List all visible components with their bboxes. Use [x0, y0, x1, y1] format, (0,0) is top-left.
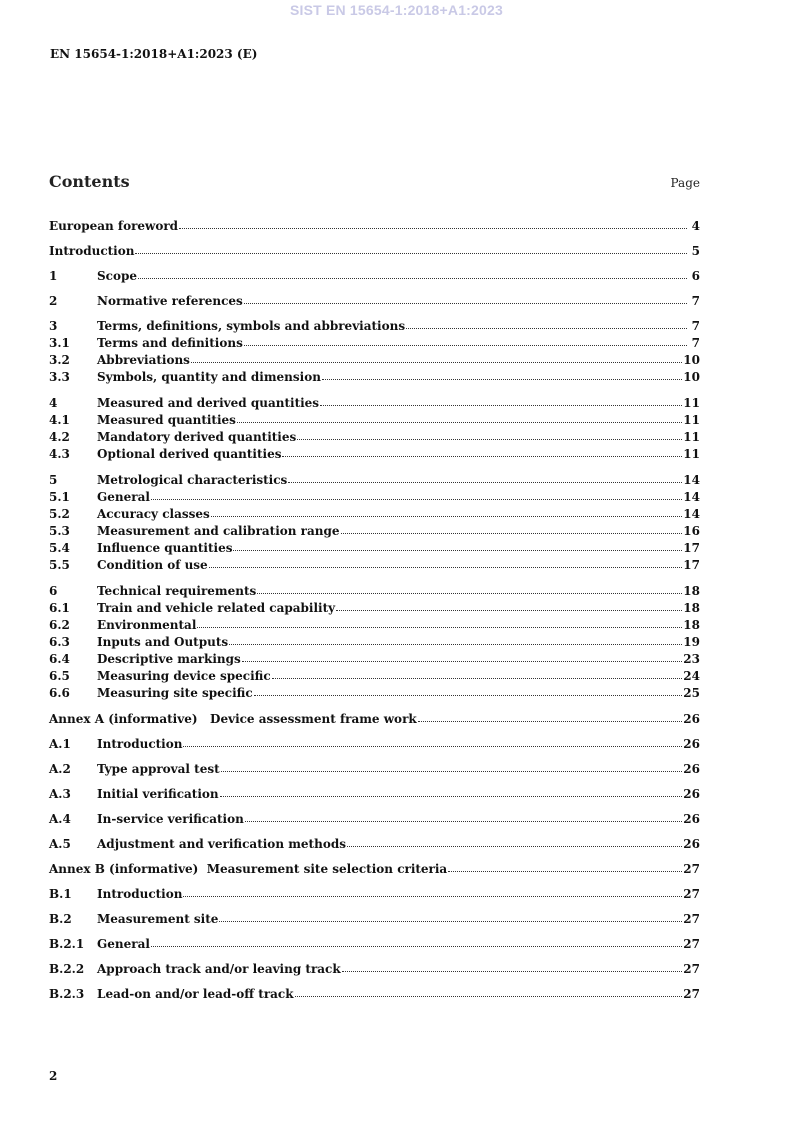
toc-leader-dots — [341, 533, 683, 534]
toc-leader-dots — [257, 593, 682, 594]
toc-entry[interactable] — [49, 243, 700, 260]
toc-leader-dots — [320, 405, 682, 406]
toc-entry[interactable] — [49, 861, 700, 878]
toc-entry-page: 11 — [683, 430, 700, 444]
toc-entry[interactable] — [49, 736, 700, 753]
toc-leader-dots — [245, 821, 682, 822]
toc-entry[interactable] — [49, 600, 700, 617]
toc-entry-page: 24 — [683, 669, 700, 683]
toc-leader-dots — [229, 644, 682, 645]
toc-leader-dots — [406, 328, 687, 329]
toc-entry[interactable] — [49, 986, 700, 1003]
toc-entry-number: 6.5 — [49, 669, 70, 683]
toc-leader-dots — [336, 610, 682, 611]
toc-entry-page: 7 — [691, 294, 700, 308]
toc-leader-dots — [183, 746, 682, 747]
toc-entry-page: 19 — [683, 635, 700, 649]
toc-entry-number: 4.1 — [49, 413, 70, 427]
toc-entry-title: Lead-on and/or lead-off track — [97, 987, 294, 1001]
toc-leader-dots — [151, 499, 682, 500]
toc-entry-page: 27 — [683, 962, 700, 976]
toc-entry-number: 4.3 — [49, 447, 70, 461]
toc-entry-title: Terms, definitions, symbols and abbreviations — [97, 319, 406, 333]
toc-entry[interactable] — [49, 936, 700, 953]
toc-entry[interactable] — [49, 583, 700, 600]
toc-entry[interactable] — [49, 446, 700, 463]
toc-entry-number: B.2.2 — [49, 962, 85, 976]
toc-entry-number: 4 — [49, 396, 58, 410]
toc-entry[interactable] — [49, 786, 700, 803]
toc-entry-title: Measurement and calibration range — [97, 524, 340, 538]
toc-entry-title: Measurement site — [97, 912, 219, 926]
toc-entry-page: 14 — [683, 507, 700, 521]
toc-entry[interactable] — [49, 557, 700, 574]
toc-entry-page: 26 — [683, 787, 700, 801]
toc-entry-page: 18 — [683, 601, 700, 615]
toc-entry-title: European foreword — [49, 219, 179, 233]
toc-entry-title: Adjustment and verification methods — [97, 837, 346, 851]
toc-entry-number: 1 — [49, 269, 58, 283]
toc-entry[interactable] — [49, 472, 700, 489]
toc-leader-dots — [151, 946, 682, 947]
toc-leader-dots — [282, 456, 682, 457]
toc-entry[interactable] — [49, 617, 700, 634]
toc-entry[interactable] — [49, 811, 700, 828]
toc-entry-number: 6 — [49, 584, 58, 598]
document-id: EN 15654-1:2018+A1:2023 (E) — [50, 47, 258, 61]
toc-entry-title: Metrological characteristics — [97, 473, 288, 487]
toc-entry-page: 6 — [691, 269, 700, 283]
toc-entry[interactable] — [49, 429, 700, 446]
toc-entry-number: 3 — [49, 319, 58, 333]
toc-entry-number: 6.2 — [49, 618, 70, 632]
toc-entry[interactable] — [49, 369, 700, 386]
toc-entry-number: 5 — [49, 473, 58, 487]
toc-entry[interactable] — [49, 352, 700, 369]
toc-entry-page: 23 — [683, 652, 700, 666]
toc-entry-page: 26 — [683, 737, 700, 751]
toc-leader-dots — [272, 678, 683, 679]
toc-entry-page: 10 — [683, 370, 700, 384]
contents-title: Contents — [49, 172, 130, 191]
toc-leader-dots — [209, 567, 683, 568]
toc-entry-number: 3.1 — [49, 336, 70, 350]
toc-entry-page: 26 — [683, 712, 700, 726]
table-of-contents — [49, 218, 700, 1003]
toc-leader-dots — [233, 550, 682, 551]
toc-entry-title: Condition of use — [97, 558, 208, 572]
toc-entry[interactable] — [49, 651, 700, 668]
toc-entry-title: Environmental — [97, 618, 197, 632]
toc-entry[interactable] — [49, 218, 700, 235]
toc-entry-title: Inputs and Outputs — [97, 635, 229, 649]
toc-entry[interactable] — [49, 293, 700, 310]
toc-entry-title: Symbols, quantity and dimension — [97, 370, 321, 384]
toc-leader-dots — [179, 228, 687, 229]
toc-entry-number: A.4 — [49, 812, 71, 826]
toc-entry-page: 27 — [683, 912, 700, 926]
toc-entry[interactable] — [49, 836, 700, 853]
toc-entry-number: 5.2 — [49, 507, 70, 521]
toc-entry-number: 5.5 — [49, 558, 70, 572]
page-column-label: Page — [670, 176, 700, 190]
toc-entry[interactable] — [49, 318, 700, 335]
toc-entry-title: Measured quantities — [97, 413, 236, 427]
toc-entry-page: 7 — [691, 336, 700, 350]
toc-entry-page: 4 — [691, 219, 700, 233]
toc-entry-number: 6.3 — [49, 635, 70, 649]
toc-entry-title: Influence quantities — [97, 541, 233, 555]
toc-entry-title: Introduction — [97, 737, 183, 751]
toc-entry-title: Initial verification — [97, 787, 219, 801]
toc-entry-page: 27 — [683, 887, 700, 901]
toc-entry-page: 11 — [683, 396, 700, 410]
toc-entry-page: 25 — [683, 686, 700, 700]
toc-leader-dots — [242, 661, 682, 662]
toc-leader-dots — [448, 871, 682, 872]
toc-entry-title: Normative references — [97, 294, 243, 308]
toc-entry-page: 26 — [683, 837, 700, 851]
toc-entry[interactable] — [49, 506, 700, 523]
toc-entry[interactable] — [49, 412, 700, 429]
toc-entry-page: 27 — [683, 937, 700, 951]
toc-entry-number: 2 — [49, 294, 58, 308]
toc-entry-title: Train and vehicle related capability — [97, 601, 336, 615]
toc-leader-dots — [418, 721, 683, 722]
toc-entry-page: 14 — [683, 473, 700, 487]
toc-entry-number: 6.4 — [49, 652, 70, 666]
toc-entry-title: Abbreviations — [97, 353, 190, 367]
toc-entry-title: General — [97, 490, 150, 504]
toc-entry-number: 6.6 — [49, 686, 70, 700]
toc-leader-dots — [244, 345, 687, 346]
toc-entry-title: Descriptive markings — [97, 652, 241, 666]
toc-leader-dots — [221, 771, 683, 772]
toc-entry-title: Technical requirements — [97, 584, 257, 598]
toc-entry[interactable] — [49, 634, 700, 651]
toc-entry-page: 26 — [683, 762, 700, 776]
toc-entry-page: 11 — [683, 447, 700, 461]
toc-entry-number: B.2.3 — [49, 987, 85, 1001]
toc-entry-number: 5.4 — [49, 541, 70, 555]
toc-leader-dots — [295, 996, 683, 997]
toc-entry-title: Mandatory derived quantities — [97, 430, 297, 444]
toc-entry-number: 3.3 — [49, 370, 70, 384]
toc-entry-page: 11 — [683, 413, 700, 427]
toc-leader-dots — [237, 422, 682, 423]
toc-entry-number: B.2.1 — [49, 937, 85, 951]
toc-leader-dots — [211, 516, 683, 517]
toc-leader-dots — [183, 896, 682, 897]
toc-entry-title: In-service verification — [97, 812, 244, 826]
toc-entry-title: Accuracy classes — [97, 507, 210, 521]
page-number: 2 — [49, 1069, 58, 1083]
toc-entry-title: Annex B (informative) Measurement site selection criteria — [49, 862, 448, 876]
toc-leader-dots — [244, 303, 687, 304]
toc-entry-number: 6.1 — [49, 601, 70, 615]
toc-entry-title: Scope — [97, 269, 138, 283]
toc-entry-page: 27 — [683, 987, 700, 1001]
toc-leader-dots — [135, 253, 687, 254]
toc-entry-page: 26 — [683, 812, 700, 826]
toc-entry-title: Introduction — [49, 244, 135, 258]
toc-entry-number: B.1 — [49, 887, 72, 901]
toc-leader-dots — [138, 278, 687, 279]
toc-leader-dots — [347, 846, 682, 847]
toc-entry[interactable] — [49, 886, 700, 903]
toc-entry[interactable] — [49, 540, 700, 557]
toc-leader-dots — [220, 796, 683, 797]
toc-leader-dots — [191, 362, 682, 363]
toc-entry[interactable] — [49, 489, 700, 506]
toc-entry-title: General — [97, 937, 150, 951]
toc-entry-page: 18 — [683, 584, 700, 598]
toc-entry-page: 7 — [691, 319, 700, 333]
toc-entry-title: Optional derived quantities — [97, 447, 282, 461]
toc-entry[interactable] — [49, 761, 700, 778]
watermark: SIST EN 15654-1:2018+A1:2023 — [289, 2, 503, 18]
toc-entry-title: Measuring device specific — [97, 669, 271, 683]
toc-entry-title: Terms and definitions — [97, 336, 243, 350]
toc-entry-number: A.1 — [49, 737, 71, 751]
toc-entry[interactable] — [49, 685, 700, 702]
toc-leader-dots — [288, 482, 682, 483]
toc-leader-dots — [254, 695, 683, 696]
toc-entry[interactable] — [49, 668, 700, 685]
toc-entry-number: A.2 — [49, 762, 71, 776]
toc-leader-dots — [197, 627, 682, 628]
toc-entry-page: 5 — [691, 244, 700, 258]
toc-entry[interactable] — [49, 911, 700, 928]
toc-entry[interactable] — [49, 268, 700, 285]
toc-entry-title: Type approval test — [97, 762, 220, 776]
toc-entry-title: Annex A (informative) Device assessment frame work — [49, 712, 417, 726]
toc-entry-page: 17 — [683, 541, 700, 555]
toc-entry-page: 17 — [683, 558, 700, 572]
toc-entry-page: 27 — [683, 862, 700, 876]
toc-leader-dots — [219, 921, 682, 922]
toc-entry-title: Measured and derived quantities — [97, 396, 320, 410]
toc-entry-number: 4.2 — [49, 430, 70, 444]
toc-entry[interactable] — [49, 961, 700, 978]
toc-leader-dots — [297, 439, 682, 440]
toc-entry[interactable] — [49, 711, 700, 728]
toc-entry[interactable] — [49, 523, 700, 540]
toc-entry-page: 18 — [683, 618, 700, 632]
toc-entry[interactable] — [49, 335, 700, 352]
toc-entry-number: 5.1 — [49, 490, 70, 504]
toc-entry-title: Measuring site specific — [97, 686, 253, 700]
toc-entry-page: 10 — [683, 353, 700, 367]
toc-entry-number: 5.3 — [49, 524, 70, 538]
toc-entry-number: 3.2 — [49, 353, 70, 367]
toc-entry-number: A.5 — [49, 837, 71, 851]
toc-entry-number: A.3 — [49, 787, 71, 801]
toc-entry[interactable] — [49, 395, 700, 412]
toc-entry-title: Approach track and/or leaving track — [97, 962, 341, 976]
toc-entry-number: B.2 — [49, 912, 72, 926]
toc-leader-dots — [342, 971, 683, 972]
toc-entry-page: 14 — [683, 490, 700, 504]
toc-entry-title: Introduction — [97, 887, 183, 901]
toc-leader-dots — [322, 379, 682, 380]
toc-entry-page: 16 — [683, 524, 700, 538]
